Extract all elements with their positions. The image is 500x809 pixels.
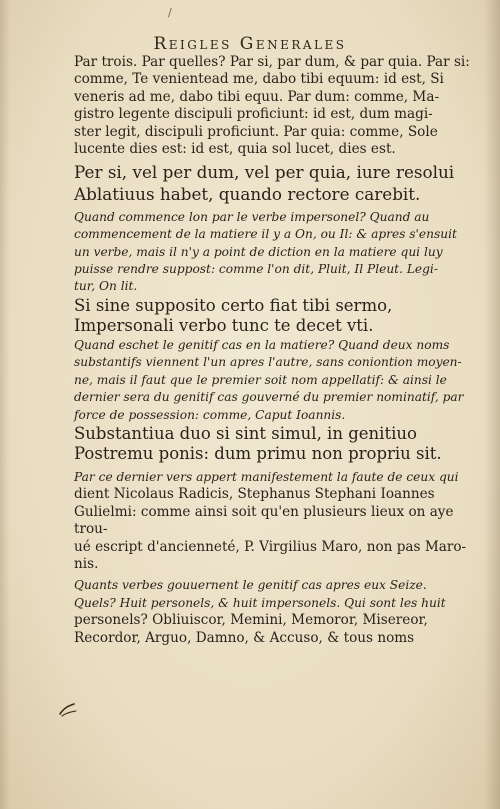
text-line: personels? Obliuiscor, Memini, Memoror, Misereor, [74,612,428,629]
text-line: Quels? Huit personels, & huit impersonels. Qui sont les huit [74,595,446,610]
verse-line: Per si, vel per dum, vel per quia, iure resolui [74,162,455,183]
text-line: comme, Te venientead me, dabo tibi equum: id est, Si [74,71,444,88]
verse-line: Postremu ponis: dum primu non propriu sit. [74,444,442,464]
page-edge-shadow [484,0,500,809]
text-line: ster legit, discipuli proficiunt. Par quia: comme, Sole [74,123,438,140]
verse-line: Impersonali verbo tunc te decet vti. [74,316,374,336]
verse-line: Substantiua duo si sint simul, in genitiuo [74,423,417,443]
text-line: Quand commence lon par le verbe impersonel? Quand au [74,209,430,224]
text-line: Quants verbes gouuernent le genitif cas apres eux Seize. [74,578,427,593]
text-line: gistro legente discipuli proficiunt: id est, dum magi- [74,106,433,123]
text-line: tur, On lit. [74,279,138,294]
text-line: Par trois. Par quelles? Par si, par dum, & par quia. Par si: [74,54,470,70]
text-line: dernier sera du genitif cas gouverné du premier nominatif, par [74,390,464,405]
text-line: force de possession: comme, Caput Ioannis. [74,407,346,422]
text-line: Gulielmi: comme ainsi soit qu'en plusieurs lieux on aye trou- [74,503,454,538]
text-line: veneris ad me, dabo tibi equu. Par dum: comme, Ma- [74,88,440,105]
text-line: nis. [74,555,99,572]
text-line: commencement de la matiere il y a On, ou Il: & apres s'ensuit [74,227,457,242]
text-line: ué escript d'ancienneté, P. Virgilius Maro, non pas Maro- [74,538,467,555]
text-line: ne, mais il faut que le premier soit nom appellatif: & ainsi le [74,372,447,387]
text-line: dient Nicolaus Radicis, Stephanus Stephani Ioannes [74,486,435,503]
text-line: Quand eschet le genitif cas en la matiere? Quand deux noms [74,337,450,352]
text-line: Recordor, Arguo, Damno, & Accuso, & tous noms [74,629,415,646]
page-number: / [168,6,172,19]
text-line: puisse rendre suppost: comme l'on dit, Pluit, Il Pleut. Legi- [74,262,438,277]
text-line: substantifs viennent l'un apres l'autre, sans coniontion moyen- [74,355,462,370]
text-line: lucente dies est: id est, quia sol lucet, dies est. [74,141,396,158]
verse-line: Ablatiuus habet, quando rectore carebit. [74,183,421,204]
running-head: Reigles Generales [153,34,347,54]
text-line: un verbe, mais il n'y a point de diction en la matiere qui luy [74,244,443,259]
page-gutter-shadow [0,0,10,809]
text-line: Par ce dernier vers appert manifestement la faute de ceux qui [74,469,459,484]
ink-flourish-icon [58,700,78,720]
body-text [74,54,470,647]
verse-line: Si sine supposito certo fiat tibi sermo, [74,295,393,315]
